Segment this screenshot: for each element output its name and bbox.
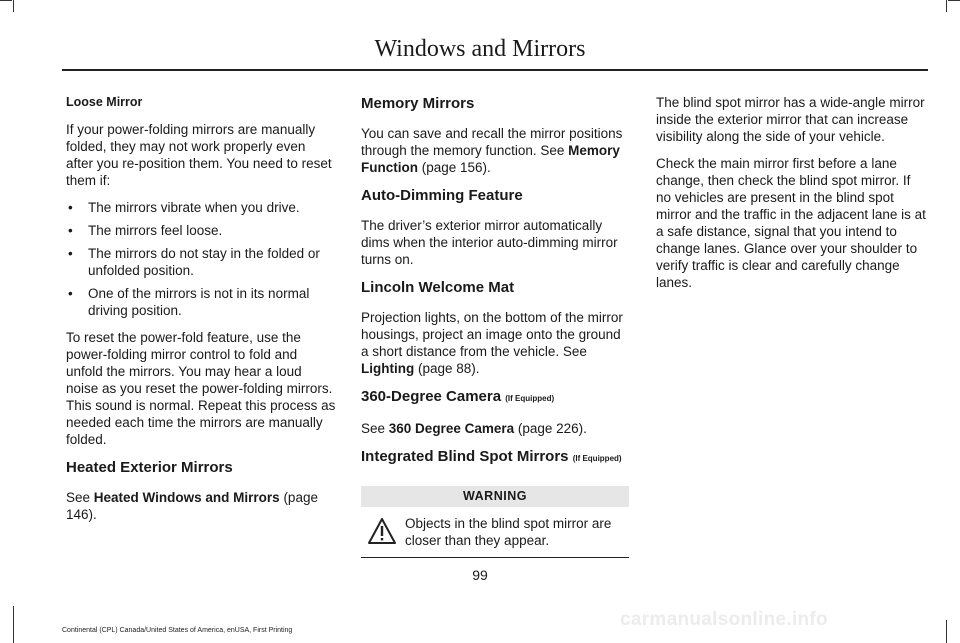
page-header-title: Windows and Mirrors xyxy=(374,36,586,62)
welcome-mat-heading: Lincoln Welcome Mat xyxy=(361,279,515,296)
heated-see-text: See xyxy=(66,490,94,505)
camera-page-ref: (page 226). xyxy=(514,421,587,436)
heated-page-ref: (page 146). xyxy=(66,490,318,522)
camera-see-text: See xyxy=(361,421,389,436)
camera-heading xyxy=(361,387,631,408)
list-item: • The mirrors do not stay in the folded or unfolded position. xyxy=(66,245,336,279)
crop-mark-top-left-h xyxy=(0,0,12,1)
crop-mark-top-right-h xyxy=(948,0,960,1)
warning-body xyxy=(361,515,629,549)
lighting-link[interactable]: Lighting xyxy=(361,361,415,376)
camera-equipped-note: (If Equipped) xyxy=(505,394,555,403)
warning-label: WARNING xyxy=(361,486,629,507)
heated-windows-link[interactable]: Heated Windows and Mirrors xyxy=(93,490,280,505)
lane-change-instructions: Check the main mirror first before a lane change, then check the blind spot mirror. If no vehicles are present in the blind spot mirror and the traffic in the adjacent lane is at a safe distance, signal that you intend to change lanes. Glance over your shoulder to verify traffic is clear and carefully change lanes. xyxy=(656,156,926,290)
crop-mark-top-left-v xyxy=(13,0,14,12)
blind-spot-equipped-note: (If Equipped) xyxy=(572,454,622,463)
crop-mark-top-right-v xyxy=(946,0,947,12)
welcome-mat-text xyxy=(361,309,631,377)
warning-box xyxy=(361,486,629,558)
memory-mirrors-text xyxy=(361,125,631,176)
blind-spot-description: The blind spot mirror has a wide-angle mirror inside the exterior mirror that can increase visibility along the side of your vehicle. xyxy=(656,95,925,144)
blind-spot-heading-text: Integrated Blind Spot Mirrors xyxy=(361,448,569,465)
column-right xyxy=(656,94,928,301)
loose-mirror-subheading: Loose Mirror xyxy=(66,95,143,109)
crop-mark-bottom-right-v xyxy=(946,620,947,643)
list-item: • The mirrors feel loose. xyxy=(66,222,336,239)
footer-text: Continental (CPL) Canada/United States of America, enUSA, First Printing xyxy=(62,627,293,634)
list-item: • One of the mirrors is not in its normal driving position. xyxy=(66,285,336,319)
blind-spot-heading xyxy=(361,447,631,468)
loose-mirror-bullet-list xyxy=(66,199,336,319)
welcome-body-text: Projection lights, on the bottom of the mirror housings, project an image onto the ground a short distance from the vehicle. See xyxy=(361,310,623,359)
column-middle xyxy=(361,94,631,558)
heated-mirrors-text xyxy=(66,489,336,523)
camera-text xyxy=(361,420,631,437)
lighting-page-ref: (page 88). xyxy=(414,361,480,376)
camera-link[interactable]: 360 Degree Camera xyxy=(388,421,515,436)
reset-instructions: To reset the power-fold feature, use the power-folding mirror control to fold and unfold the mirrors. You may hear a loud noise as you reset the power-folding mirrors. This sound is normal. Repeat this process as needed each time the mirrors are manually folded. xyxy=(66,330,336,447)
auto-dimming-heading: Auto-Dimming Feature xyxy=(361,187,523,204)
auto-dimming-text: The driver’s exterior mirror automatically dims when the interior auto-dimming mirror turns on. xyxy=(361,218,618,267)
crop-mark-bottom-left-v xyxy=(13,606,14,643)
loose-mirror-intro: If your power-folding mirrors are manually folded, they may not work properly even after you re-position them. You need to reset them if: xyxy=(66,122,332,188)
memory-function-link[interactable]: Memory Function xyxy=(361,143,620,175)
watermark: carmanualsonline.info xyxy=(620,609,828,630)
warning-triangle-icon xyxy=(367,517,397,545)
warning-text: Objects in the blind spot mirror are closer than they appear. xyxy=(405,516,612,548)
page-number: 99 xyxy=(472,567,488,583)
column-left xyxy=(66,94,336,533)
camera-heading-text: 360-Degree Camera xyxy=(361,388,502,405)
header-divider xyxy=(62,69,928,71)
memory-mirrors-heading: Memory Mirrors xyxy=(361,95,475,112)
list-item: • The mirrors vibrate when you drive. xyxy=(66,199,336,216)
memory-page-ref: (page 156). xyxy=(418,160,491,175)
memory-body-text: You can save and recall the mirror positions through the memory function. See xyxy=(361,126,623,158)
heated-mirrors-heading: Heated Exterior Mirrors xyxy=(66,459,233,476)
